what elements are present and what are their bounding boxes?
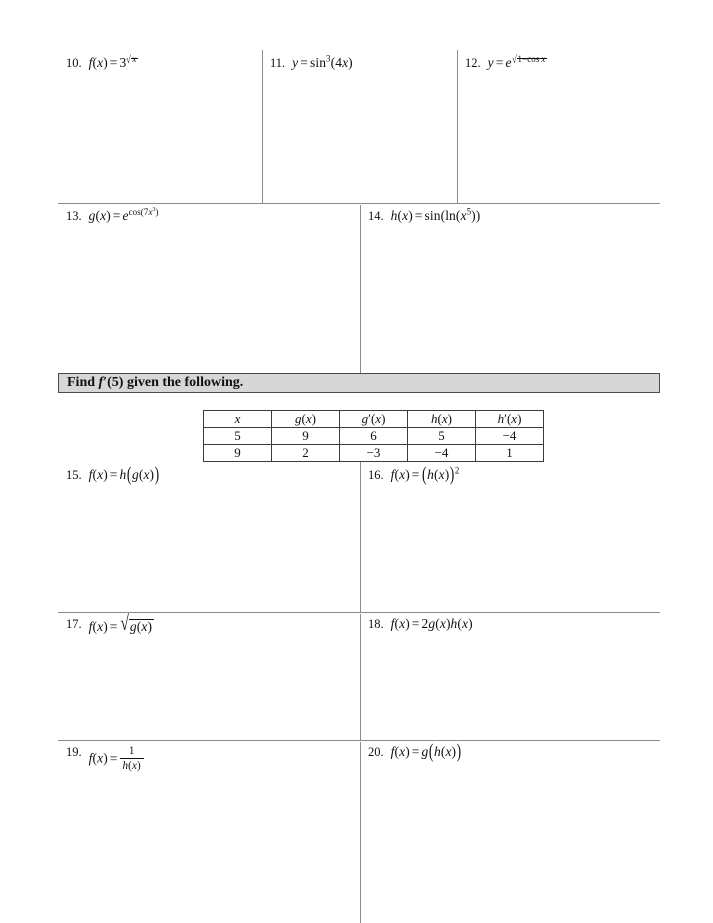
paren-open: ( — [394, 616, 400, 631]
equals-sign: = — [109, 619, 118, 634]
row-divider-1 — [58, 203, 660, 204]
paren-open: ( — [440, 208, 446, 223]
paren-open: ( — [301, 410, 306, 426]
variable-x: x — [541, 53, 546, 64]
column-divider-1 — [262, 50, 263, 203]
paren-close: ) — [451, 744, 457, 759]
variable-x: x — [342, 55, 349, 70]
table-cell-r1c2: −3 — [340, 445, 408, 462]
column-divider-6 — [360, 742, 361, 923]
paren-open: ( — [95, 208, 101, 223]
paren-open: ( — [506, 410, 512, 426]
function-g: g — [88, 208, 96, 223]
table-header-gx — [272, 411, 340, 428]
table-row — [204, 428, 544, 445]
paren-close: ) — [155, 206, 159, 217]
variable-x: x — [399, 616, 406, 631]
column-divider-5 — [360, 614, 361, 740]
paren-open: ( — [107, 375, 112, 390]
problem-12 — [465, 52, 547, 71]
header-h-text: h — [497, 410, 505, 426]
prime-mark: ′ — [103, 375, 108, 390]
table-header-hprime-x — [476, 411, 544, 428]
sine-function: sin — [424, 208, 441, 223]
header-x-text: x — [234, 410, 241, 426]
section-header-bar — [58, 373, 660, 393]
paren-close: ) — [103, 619, 108, 634]
variable-x: x — [511, 410, 518, 426]
equals-sign: = — [411, 616, 420, 631]
problem-15 — [66, 463, 160, 485]
problem-11-expression — [292, 53, 353, 71]
problem-19-number: 19. — [66, 745, 82, 759]
paren-open: ( — [136, 619, 142, 634]
paren-open: ( — [394, 467, 400, 482]
variable-x: x — [131, 759, 137, 772]
problem-13-number: 13. — [66, 209, 82, 223]
function-g: g — [421, 744, 429, 759]
function-h: h — [122, 759, 129, 772]
paren-open: ( — [457, 616, 463, 631]
problem-20-expression — [390, 740, 462, 762]
paren-close: ) — [348, 55, 353, 70]
paren-open: ( — [92, 467, 98, 482]
fraction-one-over-h-of-x — [120, 745, 144, 772]
table-cell-r1c4: 1 — [476, 445, 544, 462]
radical-sign: √ — [119, 611, 129, 635]
problem-18-number: 18. — [368, 617, 384, 631]
table-cell-r0c0: 5 — [204, 428, 272, 445]
paren-open: ( — [397, 208, 403, 223]
problem-17-number: 17. — [66, 617, 82, 631]
problem-11-number: 11. — [270, 56, 286, 70]
paren-close: ) — [103, 750, 108, 766]
variable-x: x — [439, 616, 446, 631]
function-g: g — [428, 616, 436, 631]
variable-x: x — [375, 410, 382, 426]
radicand-one-minus-cos-x — [517, 53, 547, 64]
variable-x: x — [143, 467, 150, 482]
column-divider-2 — [457, 50, 458, 203]
paren-close: ) — [517, 410, 522, 426]
problem-13 — [66, 206, 159, 224]
paren-open: ( — [435, 616, 440, 631]
equals-sign: = — [411, 467, 420, 482]
function-g: g — [129, 619, 137, 634]
equals-sign: = — [495, 55, 504, 70]
function-g: g — [131, 467, 139, 482]
paren-open: ( — [370, 410, 376, 426]
variable-x: x — [305, 410, 312, 426]
euler-e: e — [122, 208, 129, 223]
exponent-three: 3 — [326, 53, 331, 64]
big-paren-open: ( — [422, 463, 427, 485]
sine-function: sin — [309, 55, 327, 70]
exponent-five: 5 — [466, 206, 472, 217]
paren-close: ) — [468, 616, 473, 631]
equals-sign: = — [300, 55, 308, 70]
paren-close: ) — [118, 375, 124, 390]
paren-close: ) — [147, 619, 153, 634]
prime-mark: ′ — [504, 410, 507, 426]
problem-14-expression — [390, 206, 481, 224]
problem-20 — [368, 740, 462, 762]
fraction-numerator: 1 — [120, 745, 144, 759]
table-header-x — [204, 411, 272, 428]
paren-close: ) — [471, 208, 476, 223]
variable-x: x — [97, 467, 104, 482]
paren-close: ) — [444, 467, 450, 482]
problem-18 — [368, 617, 473, 632]
problem-10-expression — [88, 52, 138, 71]
variable-x: x — [445, 744, 452, 759]
paren-close: ) — [445, 616, 451, 631]
problem-17 — [66, 611, 154, 636]
paren-open: ( — [140, 206, 144, 217]
paren-open: ( — [138, 467, 144, 482]
variable-x: x — [460, 208, 467, 223]
variable-x: x — [402, 208, 409, 223]
table-cell-r0c3: 5 — [408, 428, 476, 445]
paren-open: ( — [394, 744, 400, 759]
radicand-g-of-x — [129, 619, 154, 635]
row-divider-2 — [58, 612, 660, 613]
variable-x: x — [441, 410, 448, 426]
big-paren-close: ) — [456, 740, 462, 762]
problem-20-number: 20. — [368, 745, 384, 759]
paren-open: ( — [440, 744, 446, 759]
problem-19 — [66, 745, 144, 772]
paren-close: ) — [405, 467, 410, 482]
function-f: f — [98, 375, 104, 390]
paren-open: ( — [92, 619, 98, 634]
variable-x: x — [141, 619, 148, 634]
equals-sign: = — [411, 744, 420, 759]
table-cell-r1c1: 2 — [272, 445, 340, 462]
equals-sign: = — [109, 55, 118, 70]
header-g-text: g — [295, 410, 302, 426]
minus-sign: − — [522, 53, 528, 64]
paren-open: ( — [92, 750, 98, 766]
problem-10 — [66, 52, 138, 71]
paren-open: ( — [455, 208, 461, 223]
column-divider-4 — [360, 462, 361, 612]
variable-x: x — [399, 467, 406, 482]
variable-x: x — [100, 208, 107, 223]
paren-close: ) — [149, 467, 155, 482]
paren-close: ) — [405, 744, 410, 759]
big-paren-open: ( — [126, 463, 132, 485]
big-paren-open: ( — [428, 740, 434, 762]
paren-open: ( — [330, 55, 336, 70]
variable-x: x — [148, 206, 153, 217]
function-h: h — [433, 744, 441, 759]
exponent-cos-seven-x-cubed — [129, 207, 159, 217]
function-f: f — [390, 744, 395, 759]
header-g-text: g — [361, 410, 369, 426]
problem-16-number: 16. — [368, 468, 384, 482]
prime-mark: ′ — [368, 410, 371, 426]
table-cell-r0c4: −4 — [476, 428, 544, 445]
function-f: f — [88, 619, 93, 634]
function-h: h — [390, 208, 398, 223]
function-h: h — [119, 467, 127, 482]
paren-close: ) — [475, 208, 481, 223]
euler-e: e — [505, 55, 512, 70]
table-header-hx — [408, 411, 476, 428]
table-header-gprime-x — [340, 411, 408, 428]
variable-x: x — [462, 616, 469, 631]
paren-open: ( — [437, 410, 442, 426]
function-values-table — [203, 410, 544, 462]
big-paren-close: ) — [449, 463, 455, 485]
paren-close: ) — [103, 55, 108, 70]
variable-x: x — [97, 619, 104, 634]
equals-sign: = — [112, 208, 121, 223]
row-divider-3 — [58, 740, 660, 741]
radical-group — [119, 611, 154, 636]
function-f: f — [390, 467, 395, 482]
cosine-function: cos — [527, 53, 540, 64]
problem-19-expression — [89, 745, 144, 772]
problem-12-expression — [487, 52, 547, 71]
problem-12-number: 12. — [465, 56, 481, 70]
problem-14 — [368, 206, 481, 224]
number-one: 1 — [517, 53, 523, 64]
big-paren-close: ) — [154, 463, 160, 485]
header-h-text: h — [431, 410, 438, 426]
variable-x: x — [399, 744, 406, 759]
problem-16 — [368, 463, 460, 485]
table-header-row — [204, 411, 544, 428]
function-f: f — [88, 55, 93, 70]
base-three: 3 — [119, 55, 127, 70]
coefficient-two: 2 — [421, 616, 429, 631]
radicand-x: x — [132, 53, 137, 64]
paren-close: ) — [405, 616, 410, 631]
problem-14-number: 14. — [368, 209, 384, 223]
table-row — [204, 445, 544, 462]
exponent-three: 3 — [152, 206, 156, 213]
function-f: f — [88, 750, 93, 766]
paren-close: ) — [447, 410, 452, 426]
equals-sign: = — [414, 208, 423, 223]
problem-11 — [270, 53, 353, 71]
problem-15-number: 15. — [66, 468, 82, 482]
paren-open: ( — [92, 55, 98, 70]
paren-close: ) — [408, 208, 413, 223]
column-divider-3 — [360, 205, 361, 373]
variable-y: y — [487, 55, 494, 70]
equals-sign: = — [109, 467, 118, 482]
function-f: f — [390, 616, 395, 631]
variable-x: x — [97, 750, 104, 766]
problem-17-expression — [88, 611, 154, 636]
equals-sign: = — [109, 750, 118, 766]
paren-open: ( — [433, 467, 439, 482]
fraction-denominator — [120, 759, 144, 773]
paren-close: ) — [103, 467, 108, 482]
cosine-function: cos — [128, 206, 141, 217]
table-cell-r1c0: 9 — [204, 445, 272, 462]
exponent-sqrt-one-minus-cos-x — [512, 54, 547, 64]
paren-open: ( — [128, 759, 132, 772]
table-cell-r1c3: −4 — [408, 445, 476, 462]
natural-log: ln — [445, 208, 456, 223]
function-f: f — [88, 467, 93, 482]
problem-16-expression — [390, 463, 460, 485]
table-cell-r0c2: 6 — [340, 428, 408, 445]
coefficient-seven: 7 — [143, 206, 149, 217]
variable-x: x — [97, 55, 104, 70]
problem-18-expression — [391, 617, 473, 632]
radical-group: √x — [126, 52, 137, 65]
function-h: h — [427, 467, 434, 482]
variable-x: x — [438, 467, 445, 482]
section-header-text: Find f′(5) given the following. — [67, 375, 244, 390]
problem-13-expression — [88, 206, 159, 224]
paren-close: ) — [311, 410, 316, 426]
variable-y: y — [292, 55, 299, 70]
problem-15-expression — [88, 463, 160, 485]
function-h: h — [450, 616, 458, 631]
paren-close: ) — [136, 759, 141, 772]
exponent-two: 2 — [454, 465, 460, 476]
exponent-sqrt-x — [126, 54, 138, 64]
value-five: 5 — [111, 375, 119, 390]
paren-close: ) — [381, 410, 386, 426]
table-cell-r0c1: 9 — [272, 428, 340, 445]
coefficient-four: 4 — [335, 55, 343, 70]
radical-group: √1−cos x — [511, 52, 546, 65]
paren-close: ) — [106, 208, 111, 223]
problem-10-number: 10. — [66, 56, 82, 70]
